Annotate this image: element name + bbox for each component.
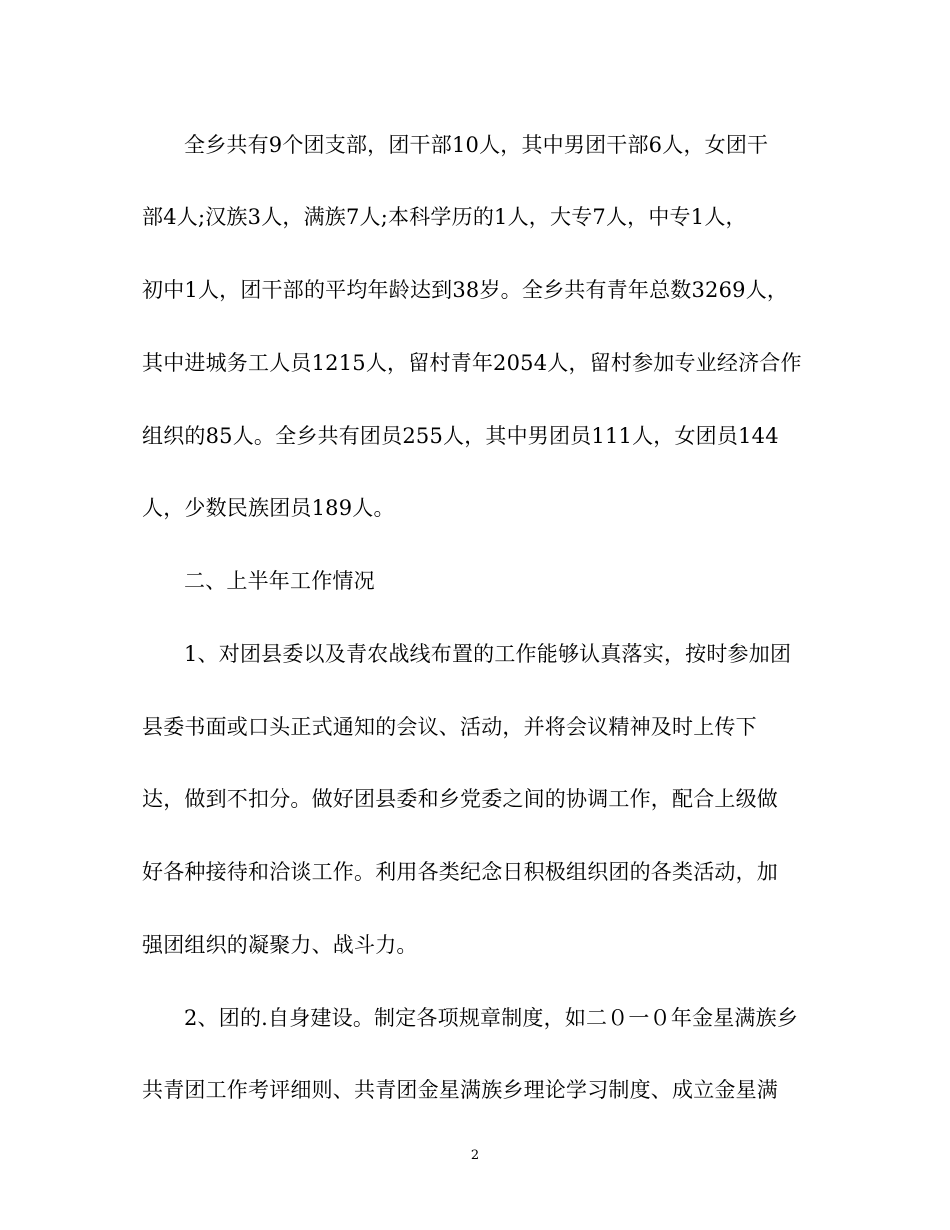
paragraph-line: 共青团工作考评细则、共青团金星满族乡理论学习制度、成立金星满	[142, 1078, 778, 1102]
paragraph-line: 组织的85人。全乡共有团员255人，其中男团员111人，女团员144	[142, 424, 779, 448]
paragraph-line: 部4人;汉族3人，满族7人;本科学历的1人，大专7人，中专1人，	[142, 205, 747, 229]
page-number: 2	[470, 1148, 480, 1163]
paragraph-line: 县委书面或口头正式通知的会议、活动，并将会议精神及时上传下	[142, 715, 757, 739]
paragraph-line: 全乡共有9个团支部，团干部10人，其中男团干部6人，女团干	[184, 133, 769, 157]
paragraph-line: 人，少数民族团员189人。	[142, 496, 395, 520]
paragraph-line: 好各种接待和洽谈工作。利用各类纪念日积极组织团的各类活动，加	[142, 860, 778, 884]
paragraph-line: 2、团的.自身建设。制定各项规章制度，如二０一０年金星满族乡	[184, 1006, 799, 1030]
paragraph-line: 强团组织的凝聚力、战斗力。	[142, 933, 418, 957]
paragraph-line: 其中进城务工人员1215人，留村青年2054人，留村参加专业经济合作	[142, 351, 802, 375]
paragraph-line: 初中1人，团干部的平均年龄达到38岁。全乡共有青年总数3269人，	[142, 278, 789, 302]
section-heading: 二、上半年工作情况	[184, 569, 375, 593]
paragraph-line: 达，做到不扣分。做好团县委和乡党委之间的协调工作，配合上级做	[142, 787, 778, 811]
paragraph-line: 1、对团县委以及青农战线布置的工作能够认真落实，按时参加团	[184, 642, 792, 666]
